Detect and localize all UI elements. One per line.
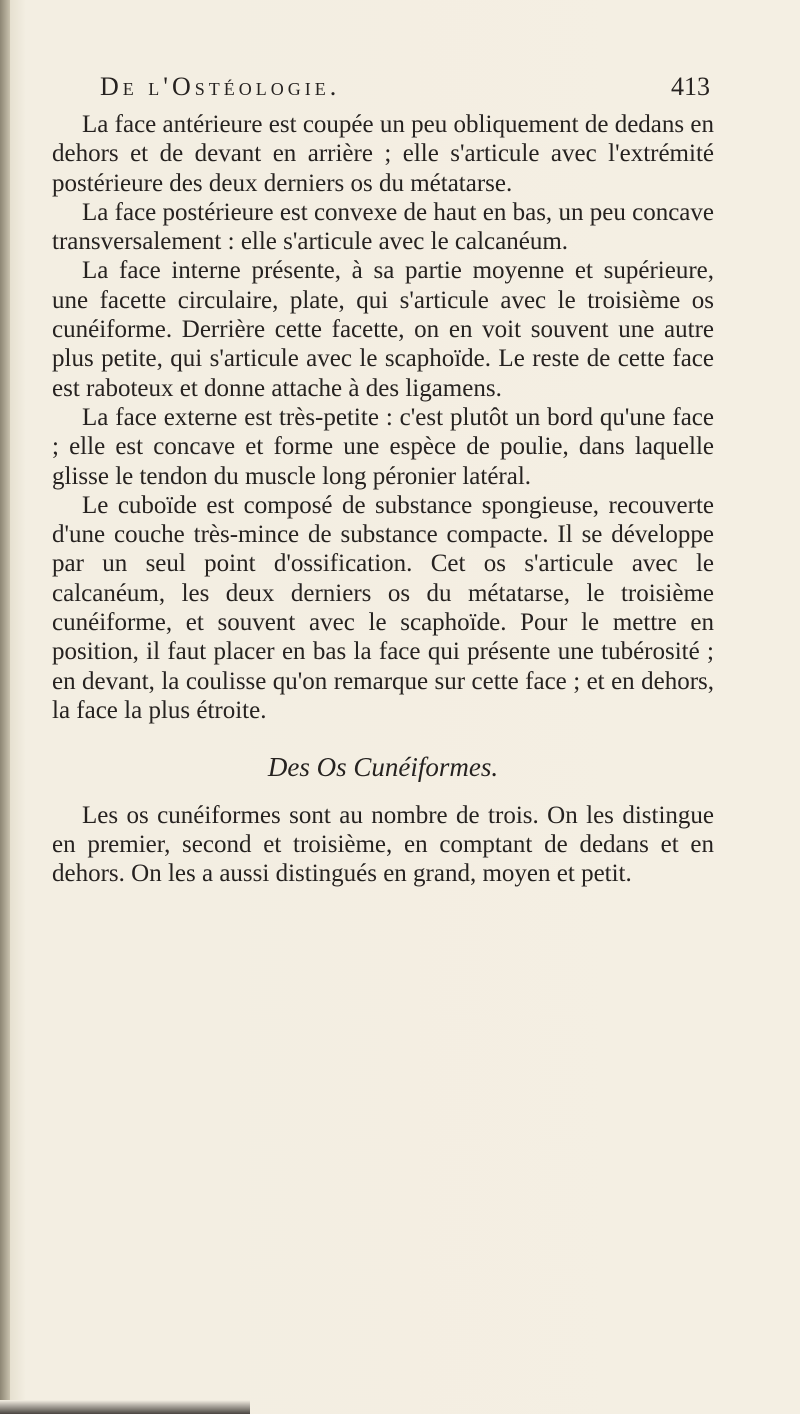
binding-gutter bbox=[0, 0, 10, 1414]
paragraph-face-interne: La face interne présente, à sa partie moyenne et supérieure, une facette circulaire, plate, qui s'articule avec le troisième os cunéiforme. Derrière cette facette, on en voit souvent une autre plus petite, qui s'articule avec le scaphoïde. Le reste de cette face est raboteux et donne attache à des ligamens. bbox=[52, 257, 714, 402]
body-text bbox=[52, 110, 714, 888]
paragraph-face-anterieure: La face antérieure est coupée un peu obliquement de dedans en dehors et de devant en arrière ; elle s'articule avec l'extrémité postérieure des deux derniers os du métatarse. bbox=[52, 111, 714, 197]
paragraph-cuboide: Le cuboïde est composé de substance spongieuse, recouverte d'une couche très-mince de substance compacte. Il se développe par un seul point d'ossification. Cet os s'articule avec le calcanéum, les deux derniers os du métatarse, le troisième cunéiforme, et souvent avec le scaphoïde. Pour le mettre en position, il faut placer en bas la face qui présente une tubérosité ; en devant, la coulisse qu'on remarque sur cette face ; et en dehors, la face la plus étroite. bbox=[52, 491, 714, 724]
running-title: De l'Ostéologie. bbox=[100, 72, 341, 101]
page-number: 413 bbox=[671, 72, 710, 101]
paragraph-face-posterieure: La face postérieure est convexe de haut en bas, un peu concave transversalement : elle s'articule avec le calcanéum. bbox=[52, 198, 714, 256]
section-title: Des Os Cunéiformes. bbox=[267, 752, 499, 783]
paragraph-face-externe: La face externe est très-petite : c'est plutôt un bord qu'une face ; elle est concave et forme une espèce de poulie, dans laquelle glisse le tendon du muscle long péronier latéral. bbox=[52, 403, 714, 490]
page-header bbox=[100, 72, 710, 112]
paragraph-cuneiformes: Les os cunéiformes sont au nombre de trois. On les distingue en premier, second et troisième, en comptant de dedans et en dehors. On les a aussi distingués en grand, moyen et petit. bbox=[52, 801, 714, 888]
page-bottom-edge bbox=[0, 1400, 250, 1414]
